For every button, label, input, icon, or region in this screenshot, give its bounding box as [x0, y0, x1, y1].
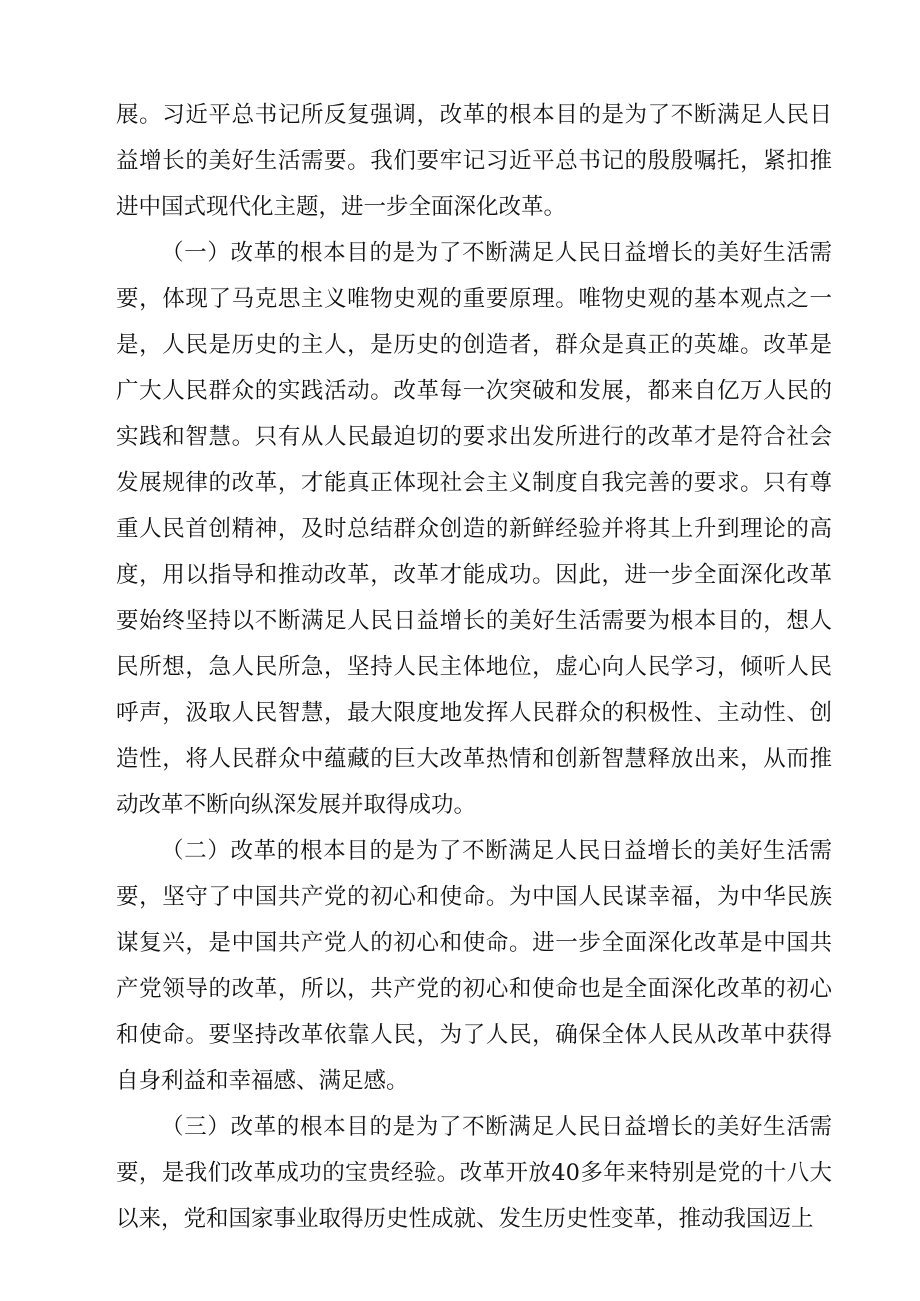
paragraph-continuation: 展。习近平总书记所反复强调，改革的根本目的是为了不断满足人民日益增长的美好生活需要。我们要牢记习近平总书记的殷殷嘱托，紧扣推进中国式现代化主题，进一步全面深化改革。 [116, 102, 832, 220]
paragraph-section-2: （二）改革的根本目的是为了不断满足人民日益增长的美好生活需要，坚守了中国共产党的初心和使命。为中国人民谋幸福，为中华民族谋复兴，是中国共产党人的初心和使命。进一步全面深化改革是中国共产党领导的改革，所以，共产党的初心和使命也是全面深化改革的初心和使命。要坚持改革依靠人民，为了人民，确保全体人民从改革中获得自身利益和幸福感、满足感。 [116, 838, 832, 1094]
paragraph-section-1: （一）改革的根本目的是为了不断满足人民日益增长的美好生活需要，体现了马克思主义唯物史观的重要原理。唯物史观的基本观点之一是，人民是历史的主人，是历史的创造者，群众是真正的英雄。改革是广大人民群众的实践活动。改革每一次突破和发展，都来自亿万人民的实践和智慧。只有从人民最迫切的要求出发所进行的改革才是符合社会发展规律的改革，才能真正体现社会主义制度自我完善的要求。只有尊重人民首创精神，及时总结群众创造的新鲜经验并将其上升到理论的高度，用以指导和推动改革，改革才能成功。因此，进一步全面深化改革要始终坚持以不断满足人民日益增长的美好生活需要为根本目的，想人民所想，急人民所急，坚持人民主体地位，虚心向人民学习，倾听人民呼声，汲取人民智慧，最大限度地发挥人民群众的积极性、主动性、创造性，将人民群众中蕴藏的巨大改革热情和创新智慧释放出来，从而推动改革不断向纵深发展并取得成功。 [116, 240, 832, 818]
document-body [116, 92, 832, 1242]
paragraph-section-3: （三）改革的根本目的是为了不断满足人民日益增长的美好生活需要，是我们改革成功的宝贵经验。改革开放40多年来特别是党的十八大以来，党和国家事业取得历史性成就、发生历史性变革，推动我国迈上 [116, 1114, 832, 1232]
